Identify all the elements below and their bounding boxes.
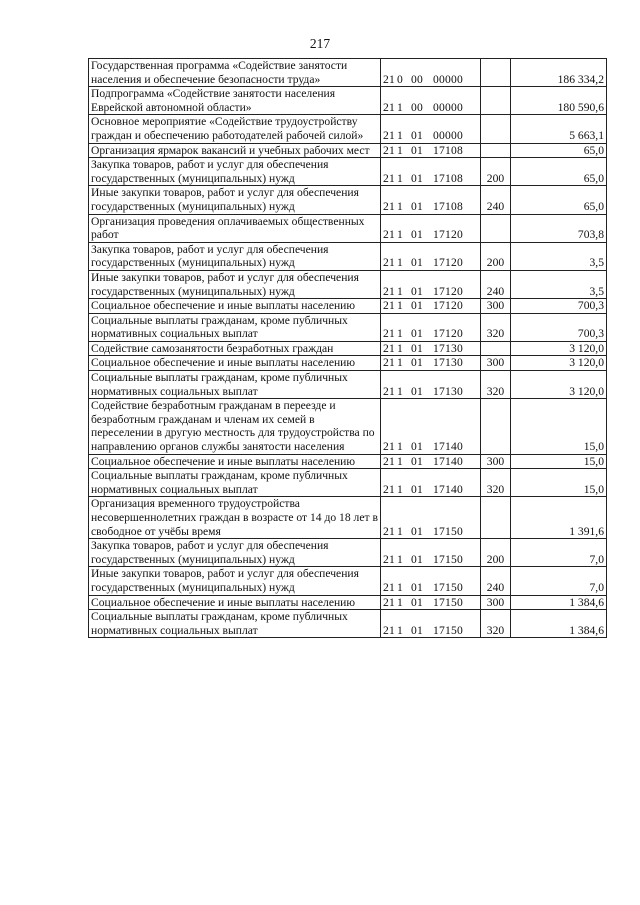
- row-name: Социальное обеспечение и иные выплаты населению: [89, 454, 381, 469]
- table-row: [89, 539, 607, 567]
- code-part: 21: [383, 100, 395, 114]
- row-sum: 180 590,6: [511, 87, 607, 115]
- row-sum: 700,3: [511, 299, 607, 314]
- row-sum: 5 663,1: [511, 115, 607, 143]
- code-part: 21: [383, 171, 395, 185]
- row-expense-type: 200: [481, 539, 511, 567]
- code-part: 21: [383, 256, 395, 270]
- code-part: 21: [383, 580, 395, 594]
- code-part: 17108: [433, 199, 463, 213]
- table-row: [89, 242, 607, 270]
- code-part: 01: [411, 256, 423, 270]
- code-part: 21: [383, 327, 395, 341]
- table-row: [89, 454, 607, 469]
- code-part: 17150: [433, 524, 463, 538]
- row-expense-type: [481, 87, 511, 115]
- row-name: Организация временного трудоустройства несовершеннолетних граждан в возрасте от 14 до 18 лет в свободное от учёбы время: [89, 497, 381, 539]
- code-part: 1: [397, 100, 403, 114]
- row-expense-type: [481, 214, 511, 242]
- row-name: Содействие самозанятости безработных граждан: [89, 341, 381, 356]
- row-code: [381, 595, 481, 610]
- row-name: Социальные выплаты гражданам, кроме публичных нормативных социальных выплат: [89, 469, 381, 497]
- row-code: [381, 610, 481, 638]
- row-name: Социальное обеспечение и иные выплаты населению: [89, 595, 381, 610]
- row-code: [381, 158, 481, 186]
- row-sum: 3,5: [511, 242, 607, 270]
- row-name: Подпрограмма «Содействие занятости населения Еврейской автономной области»: [89, 87, 381, 115]
- table-row: [89, 214, 607, 242]
- code-part: 1: [397, 327, 403, 341]
- row-code: [381, 270, 481, 298]
- code-part: 1: [397, 228, 403, 242]
- table-row: [89, 469, 607, 497]
- row-sum: 7,0: [511, 539, 607, 567]
- row-code: [381, 186, 481, 214]
- table-row: [89, 59, 607, 87]
- row-expense-type: 200: [481, 158, 511, 186]
- row-expense-type: [481, 143, 511, 158]
- code-part: 01: [411, 143, 423, 157]
- row-sum: 3 120,0: [511, 371, 607, 399]
- row-name: Закупка товаров, работ и услуг для обеспечения государственных (муниципальных) нужд: [89, 539, 381, 567]
- row-expense-type: 300: [481, 595, 511, 610]
- row-expense-type: 320: [481, 469, 511, 497]
- code-part: 17130: [433, 384, 463, 398]
- table-row: [89, 371, 607, 399]
- code-part: 1: [397, 440, 403, 454]
- row-name: Социальные выплаты гражданам, кроме публичных нормативных социальных выплат: [89, 610, 381, 638]
- row-sum: 1 384,6: [511, 610, 607, 638]
- code-part: 01: [411, 440, 423, 454]
- code-part: 01: [411, 524, 423, 538]
- row-expense-type: [481, 497, 511, 539]
- code-part: 1: [397, 128, 403, 142]
- row-code: [381, 469, 481, 497]
- row-name: Организация проведения оплачиваемых общественных работ: [89, 214, 381, 242]
- code-part: 21: [383, 454, 395, 468]
- row-expense-type: [481, 341, 511, 356]
- page-number: 217: [309, 36, 331, 51]
- row-sum: 15,0: [511, 399, 607, 454]
- code-part: 17150: [433, 623, 463, 637]
- code-part: 01: [411, 284, 423, 298]
- code-part: 01: [411, 384, 423, 398]
- row-code: [381, 539, 481, 567]
- table-row: [89, 399, 607, 454]
- table-row: [89, 143, 607, 158]
- code-part: 21: [383, 284, 395, 298]
- row-name: Содействие безработным гражданам в переезде и безработным гражданам и членам их семей в переселении в другую местность для трудоустройства по направлению органов службы занятости населения: [89, 399, 381, 454]
- table-row: [89, 356, 607, 371]
- code-part: 01: [411, 356, 423, 370]
- row-expense-type: 300: [481, 454, 511, 469]
- code-part: 01: [411, 482, 423, 496]
- code-part: 21: [383, 228, 395, 242]
- row-code: [381, 567, 481, 595]
- row-sum: 3 120,0: [511, 356, 607, 371]
- code-part: 17120: [433, 299, 463, 313]
- row-sum: 186 334,2: [511, 59, 607, 87]
- code-part: 00000: [433, 128, 463, 142]
- row-sum: 15,0: [511, 469, 607, 497]
- row-sum: 65,0: [511, 186, 607, 214]
- row-sum: 1 384,6: [511, 595, 607, 610]
- row-name: Организация ярмарок вакансий и учебных рабочих мест: [89, 143, 381, 158]
- row-sum: 65,0: [511, 143, 607, 158]
- code-part: 01: [411, 623, 423, 637]
- row-code: [381, 454, 481, 469]
- code-part: 17120: [433, 228, 463, 242]
- row-expense-type: [481, 59, 511, 87]
- code-part: 01: [411, 341, 423, 355]
- budget-table-body: [89, 59, 607, 638]
- code-part: 21: [383, 341, 395, 355]
- code-part: 21: [383, 143, 395, 157]
- row-code: [381, 214, 481, 242]
- code-part: 1: [397, 299, 403, 313]
- code-part: 21: [383, 552, 395, 566]
- code-part: 21: [383, 595, 395, 609]
- table-row: [89, 313, 607, 341]
- code-part: 17140: [433, 440, 463, 454]
- row-expense-type: 240: [481, 186, 511, 214]
- code-part: 21: [383, 299, 395, 313]
- row-code: [381, 59, 481, 87]
- code-part: 1: [397, 595, 403, 609]
- code-part: 21: [383, 72, 395, 86]
- code-part: 1: [397, 524, 403, 538]
- code-part: 01: [411, 199, 423, 213]
- row-expense-type: 320: [481, 610, 511, 638]
- code-part: 1: [397, 384, 403, 398]
- table-row: [89, 270, 607, 298]
- code-part: 21: [383, 482, 395, 496]
- code-part: 01: [411, 454, 423, 468]
- code-part: 01: [411, 552, 423, 566]
- row-name: Социальные выплаты гражданам, кроме публичных нормативных социальных выплат: [89, 313, 381, 341]
- row-name: Социальные выплаты гражданам, кроме публичных нормативных социальных выплат: [89, 371, 381, 399]
- row-sum: 703,8: [511, 214, 607, 242]
- row-sum: 15,0: [511, 454, 607, 469]
- code-part: 00: [411, 100, 423, 114]
- code-part: 21: [383, 623, 395, 637]
- code-part: 1: [397, 341, 403, 355]
- code-part: 01: [411, 299, 423, 313]
- code-part: 1: [397, 171, 403, 185]
- code-part: 21: [383, 524, 395, 538]
- row-code: [381, 87, 481, 115]
- row-name: Закупка товаров, работ и услуг для обеспечения государственных (муниципальных) нужд: [89, 242, 381, 270]
- row-name: Государственная программа «Содействие занятости населения и обеспечение безопасности труда»: [89, 59, 381, 87]
- row-sum: 7,0: [511, 567, 607, 595]
- row-sum: 3 120,0: [511, 341, 607, 356]
- code-part: 17120: [433, 256, 463, 270]
- code-part: 17120: [433, 327, 463, 341]
- code-part: 00000: [433, 72, 463, 86]
- code-part: 21: [383, 199, 395, 213]
- code-part: 21: [383, 384, 395, 398]
- code-part: 17108: [433, 143, 463, 157]
- code-part: 17150: [433, 595, 463, 609]
- table-row: [89, 497, 607, 539]
- code-part: 21: [383, 128, 395, 142]
- row-code: [381, 399, 481, 454]
- row-name: Основное мероприятие «Содействие трудоустройству граждан и обеспечению работодателей рабочей силой»: [89, 115, 381, 143]
- code-part: 17150: [433, 580, 463, 594]
- row-code: [381, 371, 481, 399]
- code-part: 1: [397, 199, 403, 213]
- row-sum: 3,5: [511, 270, 607, 298]
- code-part: 0: [397, 72, 403, 86]
- table-row: [89, 115, 607, 143]
- row-sum: 1 391,6: [511, 497, 607, 539]
- row-name: Закупка товаров, работ и услуг для обеспечения государственных (муниципальных) нужд: [89, 158, 381, 186]
- budget-table: [88, 58, 607, 638]
- row-expense-type: 240: [481, 567, 511, 595]
- code-part: 17140: [433, 482, 463, 496]
- code-part: 1: [397, 356, 403, 370]
- row-name: Социальное обеспечение и иные выплаты населению: [89, 299, 381, 314]
- code-part: 1: [397, 454, 403, 468]
- row-expense-type: 320: [481, 313, 511, 341]
- table-row: [89, 87, 607, 115]
- table-row: [89, 610, 607, 638]
- row-expense-type: 240: [481, 270, 511, 298]
- code-part: 1: [397, 256, 403, 270]
- code-part: 01: [411, 580, 423, 594]
- row-code: [381, 299, 481, 314]
- row-expense-type: 200: [481, 242, 511, 270]
- row-code: [381, 143, 481, 158]
- row-expense-type: 300: [481, 299, 511, 314]
- code-part: 01: [411, 171, 423, 185]
- table-row: [89, 341, 607, 356]
- row-name: Иные закупки товаров, работ и услуг для обеспечения государственных (муниципальных) нужд: [89, 186, 381, 214]
- code-part: 1: [397, 143, 403, 157]
- code-part: 21: [383, 356, 395, 370]
- code-part: 01: [411, 228, 423, 242]
- table-row: [89, 595, 607, 610]
- row-sum: 700,3: [511, 313, 607, 341]
- code-part: 1: [397, 482, 403, 496]
- code-part: 17130: [433, 356, 463, 370]
- row-expense-type: 320: [481, 371, 511, 399]
- row-name: Иные закупки товаров, работ и услуг для обеспечения государственных (муниципальных) нужд: [89, 270, 381, 298]
- code-part: 1: [397, 580, 403, 594]
- table-row: [89, 186, 607, 214]
- code-part: 01: [411, 327, 423, 341]
- row-code: [381, 242, 481, 270]
- code-part: 01: [411, 128, 423, 142]
- row-code: [381, 497, 481, 539]
- row-name: Иные закупки товаров, работ и услуг для обеспечения государственных (муниципальных) нужд: [89, 567, 381, 595]
- code-part: 17120: [433, 284, 463, 298]
- code-part: 1: [397, 284, 403, 298]
- code-part: 1: [397, 552, 403, 566]
- code-part: 01: [411, 595, 423, 609]
- code-part: 00000: [433, 100, 463, 114]
- row-expense-type: [481, 115, 511, 143]
- code-part: 17130: [433, 341, 463, 355]
- row-expense-type: 300: [481, 356, 511, 371]
- row-code: [381, 313, 481, 341]
- row-code: [381, 356, 481, 371]
- code-part: 17150: [433, 552, 463, 566]
- code-part: 17140: [433, 454, 463, 468]
- table-row: [89, 158, 607, 186]
- row-expense-type: [481, 399, 511, 454]
- row-sum: 65,0: [511, 158, 607, 186]
- code-part: 1: [397, 623, 403, 637]
- table-row: [89, 567, 607, 595]
- table-row: [89, 299, 607, 314]
- row-code: [381, 115, 481, 143]
- row-code: [381, 341, 481, 356]
- code-part: 17108: [433, 171, 463, 185]
- row-name: Социальное обеспечение и иные выплаты населению: [89, 356, 381, 371]
- code-part: 21: [383, 440, 395, 454]
- code-part: 00: [411, 72, 423, 86]
